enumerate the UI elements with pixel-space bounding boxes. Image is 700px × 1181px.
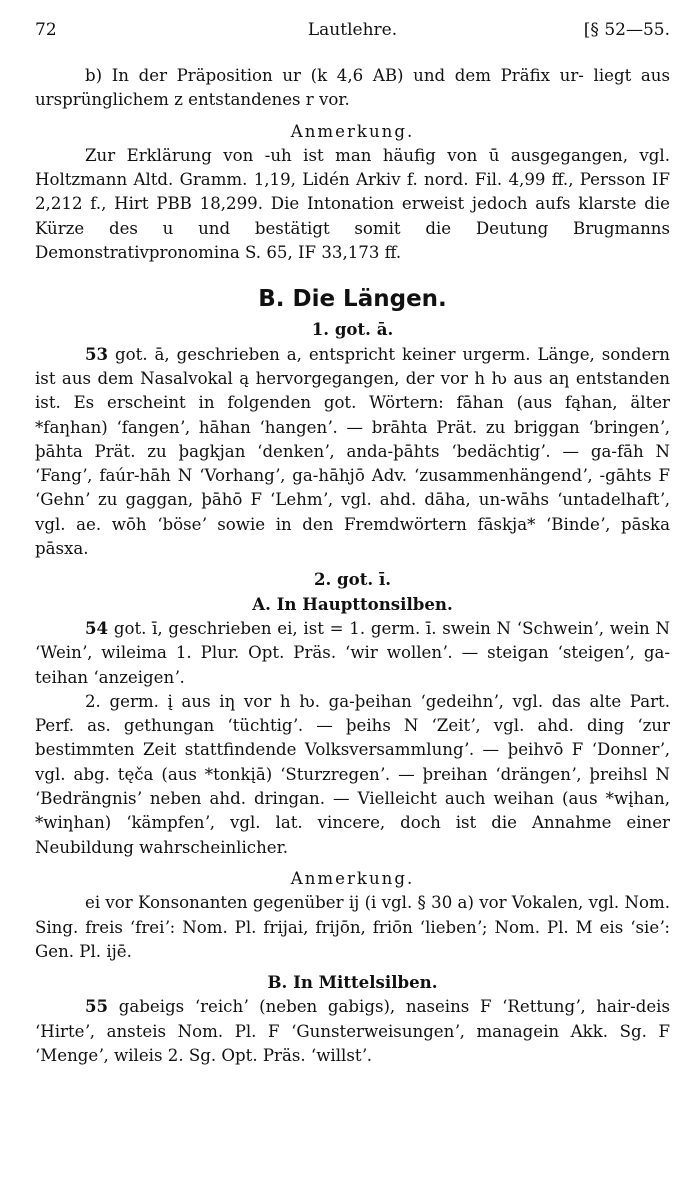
subsection-heading-mittelsilben: B. In Mittelsilben. [267,972,438,993]
paragraph-text: got. ī, geschrieben ei, ist = 1. germ. ī. swein N ʻSchweinʼ, wein N ʻWeinʼ, wileima 1. Plur. Opt. Präs. ʻwir wollenʼ. — steigan ʻsteigenʼ, ga-teihan ʻanzeigenʼ. [35,618,670,687]
paragraph-54-2: 2. germ. į aus iƞ vor h ƕ. ga-þeihan ʻgedeihnʼ, vgl. das alte Part. Perf. as. gethungan ʻtüchtigʼ. — þeihs N ʻZeitʼ, vgl. ahd. ding ʻzur bestimmten Zeit stattfindende Volksversammlungʼ. — þeihvō F ʻDonnerʼ, vgl. abg. tęča (aus *tonkįā) ʻSturzregenʼ. — þreihan ʻdrängenʼ, þreihsl N ʻBedrängnisʼ neben ahd. dringan. — Vielleicht auch weihan (aus *wįhan, *wiƞhan) ʻkämpfenʼ, vgl. lat. vincere, doch ist die Annahme einer Neubildung wahrscheinlicher. [35,691,670,857]
paragraph-number: 53 [85,343,109,364]
paragraph-b-praeposition: b) In der Präposition ur (k 4,6 AB) und dem Präfix ur- liegt aus ursprünglichem z entstandenes r vor. [35,66,670,110]
running-title: Lautlehre. [307,20,398,40]
paragraph-53 [35,342,670,562]
page-number: 72 [35,20,57,40]
paragraph-number: 55 [85,996,109,1017]
anmerkung-heading: Anmerkung. [290,121,415,141]
anmerkung-text: Zur Erklärung von -uh ist man häufig von ū ausgegangen, vgl. Holtzmann Altd. Gramm. 1,19, Lidén Arkiv f. nord. Fil. 4,99 ff., Persson IF 2,212 f., Hirt PBB 18,299. Die Intonation erweist jedoch aufs klarste die Kürze des u und bestätigt somit die Deutung Brugmanns Demonstrativpronomina S. 65, IF 33,173 ff. [35,145,670,263]
running-header [35,18,670,46]
paragraph-text: gabeigs ʻreichʼ (neben gabigs), naseins F ʻRettungʼ, hair-deis ʻHirteʼ, ansteis Nom. Pl. F ʻGunsterweisungenʼ, managein Akk. Sg. F ʻMengeʼ, wileis 2. Sg. Opt. Präs. ʻwillstʼ. [35,997,670,1065]
paragraph-text: got. ā, geschrieben a, entspricht keiner urgerm. Länge, sondern ist aus dem Nasalvokal ą hervorgegangen, der vor h ƕ aus aƞ entstanden ist. Es erscheint in folgenden got. Wörtern: fāhan (aus fąhan, älter *faƞhan) ʻfangenʼ, hāhan ʻhangenʼ. — brāhta Prät. zu briggan ʻbringenʼ, þāhta Prät. zu þagkjan ʻdenkenʼ, anda-þāhts ʻbedächtigʼ. — ga-fāh N ʻFangʼ, faúr-hāh N ʻVorhangʼ, ga-hāhjō Adv. ʻzusammenhängendʼ, -gāhts F ʻGehnʼ zu gaggan, þāhō F ʻLehmʼ, vgl. ahd. dāha, un-wāhs ʻuntadelhaftʼ, vgl. ae. wōh ʻböseʼ sowie in den Fremdwörtern fāskja* ʻBindeʼ, pāska pāsxa. [35,344,670,559]
section-range: [§ 52—55. [583,20,670,40]
paragraph-number: 54 [85,617,109,638]
page [35,18,670,1068]
subsection-heading-got-a: 1. got. ā. [311,319,394,340]
subsection-heading-got-i: 2. got. ī. [313,569,392,590]
paragraph-54 [35,616,670,690]
paragraph-55 [35,994,670,1068]
section-heading-laengen: B. Die Längen. [258,286,447,313]
anmerkung-text: ei vor Konsonanten gegenüber ij (i vgl. § 30 a) vor Vokalen, vgl. Nom. Sing. freis ʻfreiʼ: Nom. Pl. frijai, frijōn, friōn ʻliebenʼ; Nom. Pl. M eis ʻsieʼ: Gen. Pl. ijē. [35,893,670,961]
anmerkung-heading: Anmerkung. [290,868,415,888]
subsection-heading-haupttonsilben: A. In Haupttonsilben. [252,593,453,614]
